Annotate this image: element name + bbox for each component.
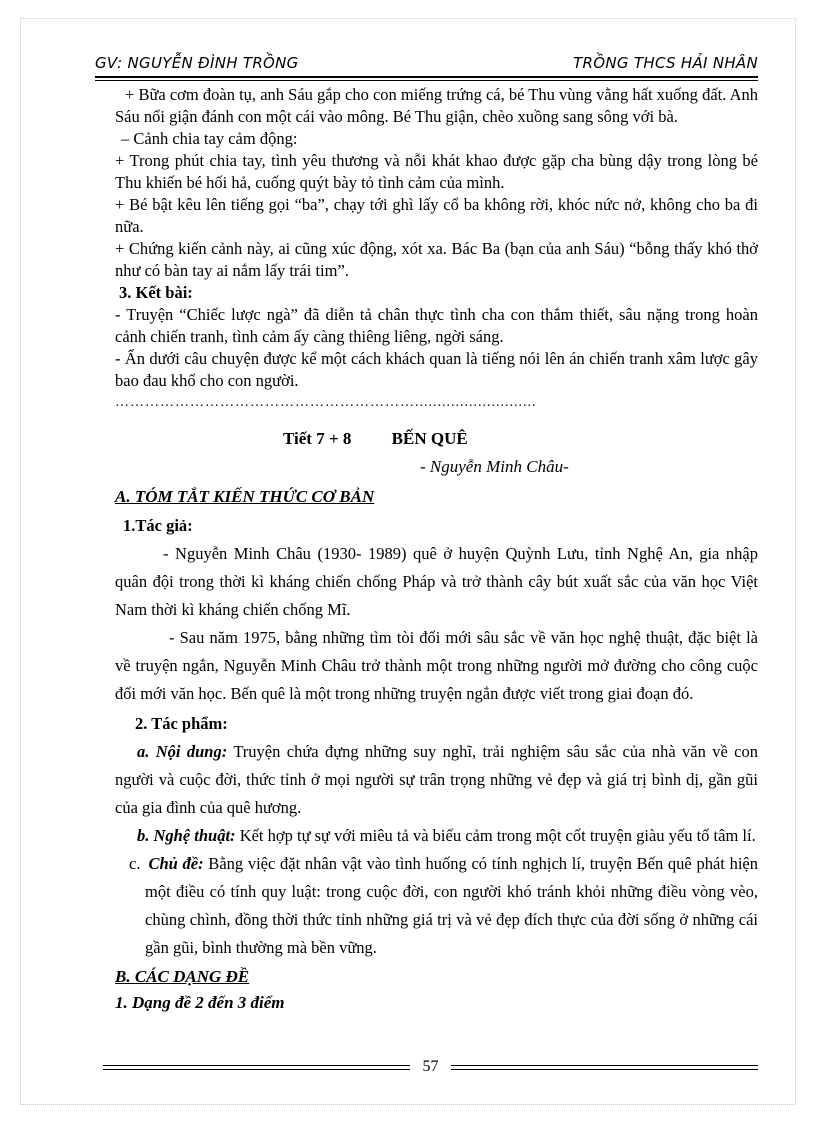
paragraph-tac-gia-1: - Nguyễn Minh Châu (1930- 1989) quê ở huyện Quỳnh Lưu, tỉnh Nghệ An, gia nhập quân đội trong thời kì kháng chiến chống Pháp và trở thành cây bút xuất sắc của văn học Việt Nam thời kì kháng chiến chống Mĩ.	[115, 544, 758, 619]
section-b-heading: B. CÁC DẠNG ĐỀ	[115, 967, 250, 986]
lesson-author: - Nguyễn Minh Châu-	[420, 457, 569, 476]
page-footer	[103, 1060, 758, 1080]
paragraph-phut-chia-tay: + Trong phút chia tay, tình yêu thương và nỗi khát khao được gặp cha bùng dậy trong lòng bé Thu khiến bé hối hả, cuống quýt bày tỏ tình cảm của mình.	[115, 151, 758, 192]
label-nghe-thuat: b. Nghệ thuật:	[137, 826, 236, 845]
text-noi-dung: Truyện chứa đựng những suy nghĩ, trải nghiệm sâu sắc của nhà văn về con người và cuộc đời, thức tỉnh ở mọi người sự trân trọng những vẻ đẹp và giá trị bình dị, gần gũi của gia đình của quê hương.	[115, 742, 758, 817]
paragraph-canh-chia-tay: – Cảnh chia tay cảm động:	[121, 129, 298, 148]
paragraph-nghe-thuat	[115, 822, 758, 850]
heading-tac-gia: 1.Tác giả:	[123, 516, 193, 535]
document-body	[115, 84, 758, 1014]
heading-tac-pham: 2. Tác phẩm:	[135, 714, 228, 733]
paragraph-be-bat-keu: + Bé bật kêu lên tiếng gọi “ba”, chạy tới ghì lấy cổ ba không rời, khóc nức nở, không cho ba đi nữa.	[115, 195, 758, 236]
page-number: 57	[422, 1058, 439, 1075]
label-noi-dung: a. Nội dung:	[137, 742, 228, 761]
paragraph-chu-de	[115, 850, 758, 962]
footer-rule-right	[451, 1065, 758, 1070]
text-nghe-thuat: Kết hợp tự sự với miêu tả và biểu cảm trong một cốt truyện giàu yếu tố tâm lí.	[235, 826, 756, 845]
paragraph-chung-kien: + Chứng kiến cảnh này, ai cũng xúc động, xót xa. Bác Ba (bạn của anh Sáu) “bỗng thấy khó thở như có bàn tay ai nắm lấy trái tim”.	[115, 239, 758, 280]
paragraph-noi-dung	[115, 738, 758, 822]
header-teacher: GV: NGUYỄN ĐÌNH TRỒNG	[95, 54, 299, 72]
header-school: TRỒNG THCS HẢI NHÂN	[573, 54, 758, 72]
paragraph-bua-com: + Bữa cơm đoàn tụ, anh Sáu gắp cho con miếng trứng cá, bé Thu vùng vằng hất xuống đất. Anh Sáu nổi giận đánh con một cái vào mông. Bé Thu giận, chèo xuồng sang sông với bà.	[115, 85, 758, 126]
paragraph-ket-bai-1: - Truyện “Chiếc lược ngà” đã diễn tả chân thực tình cha con thắm thiết, sâu nặng trong hoàn cảnh chiến tranh, tình cảm ấy càng thiêng liêng, ngời sáng.	[115, 305, 758, 346]
lesson-title-line	[115, 428, 758, 450]
heading-dang-de: 1. Dạng đề 2 đến 3 điểm	[115, 993, 285, 1012]
heading-ket-bai: 3. Kết bài:	[119, 283, 193, 302]
paragraph-ket-bai-2: - Ẩn dưới câu chuyện được kể một cách khách quan là tiếng nói lên án chiến tranh xâm lược gây bao đau khổ cho con người.	[115, 349, 758, 390]
lesson-period: Tiết 7 + 8	[283, 429, 352, 448]
marker-chu-de: c.	[129, 854, 141, 873]
divider-dots: ……………………………………………………...........................	[115, 395, 537, 410]
text-chu-de: Bằng việc đặt nhân vật vào tình huống có tính nghịch lí, truyện Bến quê phát hiện một điều có tính quy luật: trong cuộc đời, con người khó tránh khỏi những điều vòng vèo, chùng chình, đồng thời thức tỉnh những giá trị và vẻ đẹp đích thực của đời sống ở những cái gần gũi, bình thường mà bền vững.	[145, 854, 758, 957]
header-rule-thin	[95, 80, 758, 81]
header-rule	[95, 76, 758, 78]
page-header	[95, 52, 758, 76]
section-a-heading: A. TÓM TẮT KIẾN THỨC CƠ BẢN	[115, 487, 375, 506]
lesson-title: BẾN QUÊ	[391, 429, 468, 448]
label-chu-de: Chủ đề:	[148, 854, 204, 873]
paragraph-tac-gia-2: - Sau năm 1975, bằng những tìm tòi đổi mới sâu sắc về văn học nghệ thuật, đặc biệt là về truyện ngắn, Nguyễn Minh Châu trở thành một trong những người mở đường cho công cuộc đổi mới văn học. Bến quê là một trong những truyện ngắn được viết trong giai đoạn đó.	[115, 628, 758, 703]
